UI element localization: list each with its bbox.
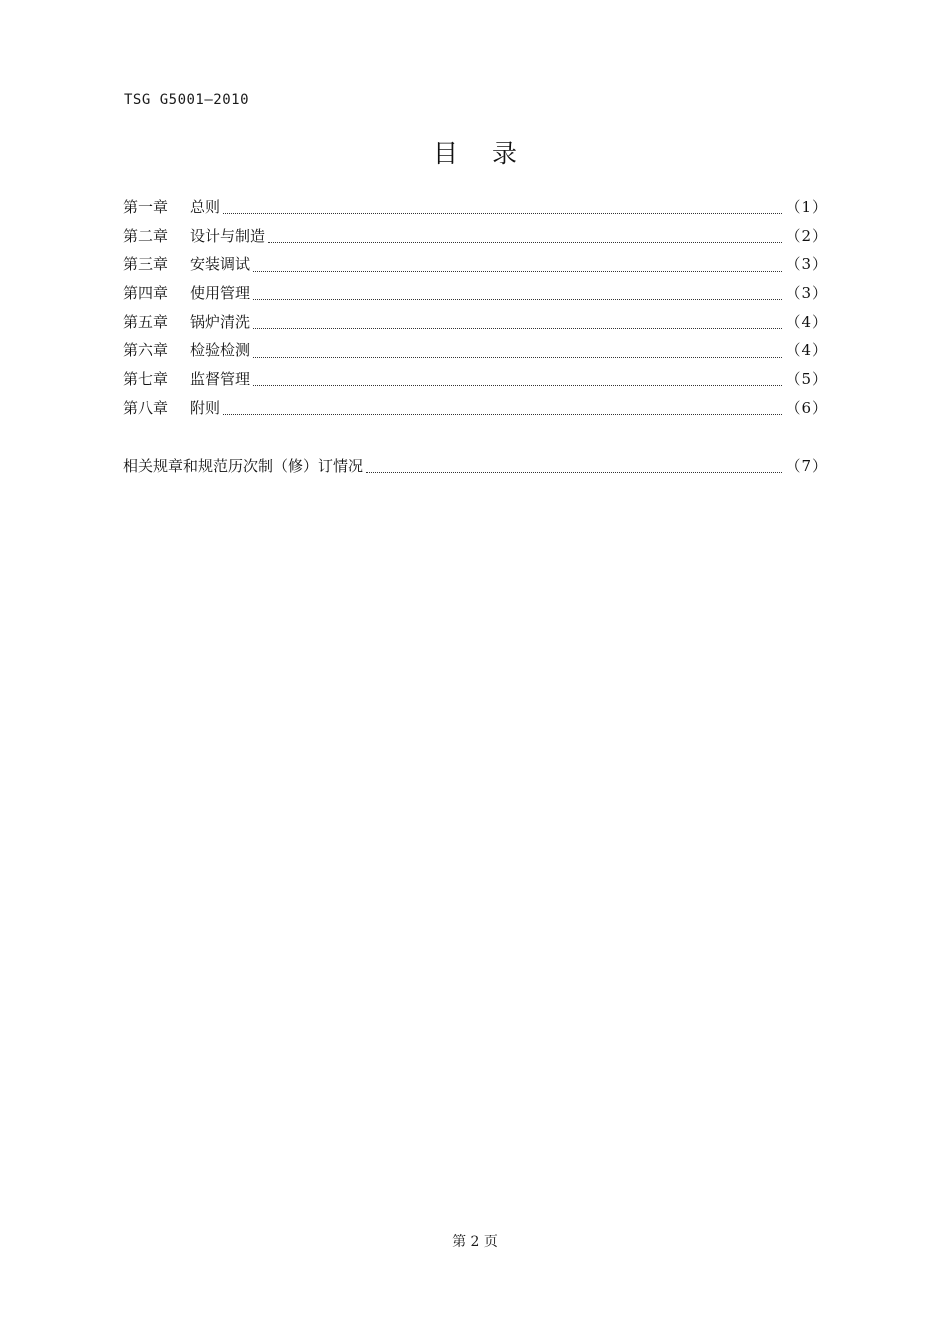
chapter-number: 第三章 <box>123 255 169 274</box>
chapter-title: 锅炉清洗 <box>190 312 251 331</box>
toc-entry-chapter-4[interactable] <box>123 282 828 311</box>
chapter-title: 使用管理 <box>190 284 251 303</box>
chapter-title: 安装调试 <box>190 255 251 274</box>
dot-leader <box>253 384 782 386</box>
toc-entry-chapter-3[interactable] <box>123 253 828 282</box>
chapter-title: 附则 <box>190 398 221 417</box>
page-reference: （3） <box>785 255 828 274</box>
page-number-footer: 第 2 页 <box>452 1234 498 1250</box>
toc-entry-chapter-1[interactable] <box>123 196 828 225</box>
toc-entry-chapter-8[interactable] <box>123 397 828 426</box>
dot-leader <box>253 298 782 300</box>
chapter-title: 相关规章和规范历次制（修）订情况 <box>123 456 364 475</box>
page-reference: （6） <box>785 398 828 417</box>
page-reference: （3） <box>785 284 828 303</box>
page-reference: （1） <box>785 198 828 216</box>
page-title: 目录 <box>432 139 551 168</box>
dot-leader <box>223 413 782 415</box>
toc-entry-chapter-6[interactable] <box>123 339 828 368</box>
document-code: TSG G5001—2010 <box>124 92 250 108</box>
toc-entry-chapter-7[interactable] <box>123 368 828 397</box>
dot-leader <box>366 471 782 473</box>
dot-leader <box>268 241 782 243</box>
chapter-title: 检验检测 <box>190 341 251 360</box>
page-reference: （2） <box>785 226 828 245</box>
chapter-title: 总则 <box>190 198 221 216</box>
chapter-number: 第八章 <box>123 398 169 417</box>
dot-leader <box>253 356 782 358</box>
chapter-number: 第七章 <box>123 370 169 389</box>
chapter-title: 监督管理 <box>190 370 251 389</box>
toc-entry-chapter-5[interactable] <box>123 311 828 340</box>
dot-leader <box>223 212 782 214</box>
toc-entry-chapter-2[interactable] <box>123 225 828 254</box>
page-reference: （4） <box>785 341 828 360</box>
chapter-number: 第四章 <box>123 284 169 303</box>
toc-entry-revision-history[interactable] <box>123 455 828 484</box>
chapter-title: 设计与制造 <box>190 226 266 245</box>
dot-leader <box>253 327 782 329</box>
table-of-contents <box>123 196 828 483</box>
chapter-number: 第二章 <box>123 226 169 245</box>
page-reference: （5） <box>785 370 828 389</box>
page-reference: （7） <box>785 456 828 475</box>
chapter-number: 第六章 <box>123 341 169 360</box>
page-reference: （4） <box>785 312 828 331</box>
dot-leader <box>253 270 782 272</box>
chapter-number: 第五章 <box>123 312 169 331</box>
chapter-number: 第一章 <box>123 198 169 216</box>
